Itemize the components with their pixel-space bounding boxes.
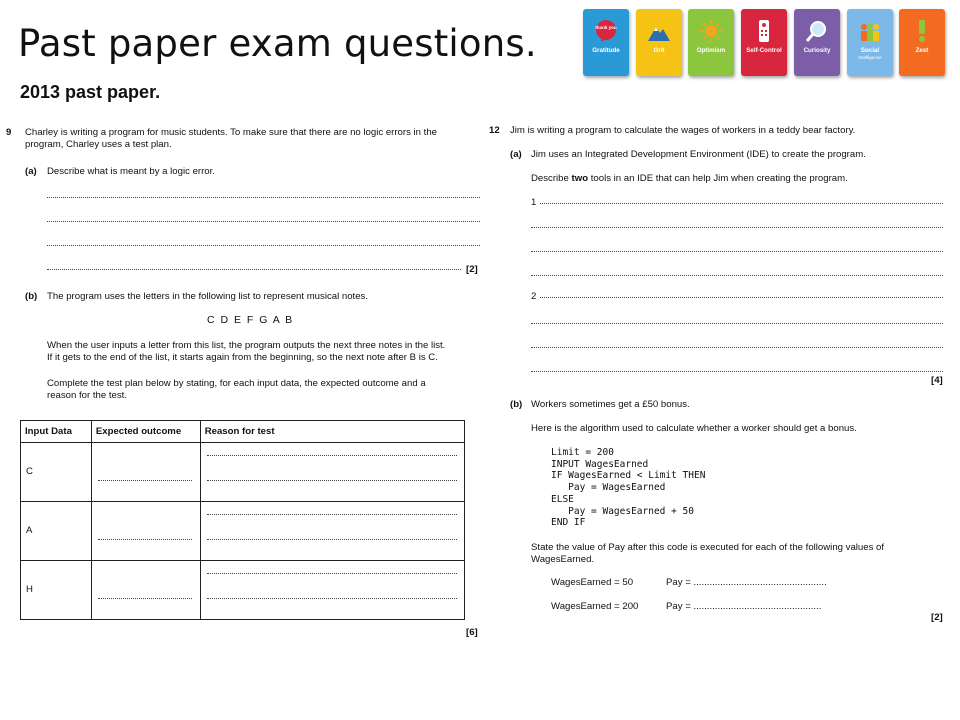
marks-label: [6] bbox=[466, 627, 478, 638]
card-curiosity bbox=[794, 9, 840, 76]
column-header: Reason for test bbox=[200, 421, 464, 443]
answer-line[interactable] bbox=[531, 227, 943, 228]
answer-line[interactable] bbox=[207, 480, 457, 481]
input-data-cell bbox=[21, 443, 92, 502]
answer-line[interactable] bbox=[207, 455, 457, 456]
instruction-emphasis: two bbox=[571, 173, 589, 184]
card-social-intelligence bbox=[847, 9, 893, 76]
column-header: Expected outcome bbox=[91, 421, 200, 443]
part-a-instruction bbox=[531, 173, 848, 185]
column-header: Input Data bbox=[21, 421, 92, 443]
magnifying-glass-icon bbox=[805, 19, 829, 43]
input-value: H bbox=[26, 584, 33, 595]
remote-control-icon bbox=[752, 19, 776, 43]
case-input: WagesEarned = 200 bbox=[551, 601, 639, 612]
expected-outcome-cell[interactable] bbox=[91, 502, 200, 561]
marks-label: [4] bbox=[931, 375, 943, 386]
part-label: (b) bbox=[510, 399, 523, 410]
card-label: Social bbox=[860, 47, 880, 54]
question-number: 12 bbox=[489, 125, 500, 136]
instruction-text: Describe bbox=[531, 173, 572, 184]
expected-outcome-cell[interactable] bbox=[91, 561, 200, 620]
table-row bbox=[21, 502, 465, 561]
thank-you-bubble-icon bbox=[594, 19, 618, 43]
answer-line[interactable] bbox=[47, 245, 480, 246]
part-b-text: Workers sometimes get a £50 bonus. bbox=[531, 399, 690, 410]
case-answer[interactable]: Pay = .................................................. bbox=[666, 577, 827, 588]
item-number: 2 bbox=[531, 291, 537, 302]
marks-label: [2] bbox=[466, 264, 478, 275]
answer-line[interactable] bbox=[540, 203, 943, 204]
answer-line[interactable] bbox=[531, 251, 943, 252]
card-gratitude bbox=[583, 9, 629, 76]
answer-line[interactable] bbox=[531, 371, 943, 372]
input-data-cell bbox=[21, 561, 92, 620]
algorithm-code: Limit = 200 INPUT WagesEarned IF WagesEarned < Limit THEN Pay = WagesEarned ELSE Pay = WagesEarned + 50 END IF bbox=[551, 447, 706, 529]
part-label: (a) bbox=[510, 149, 522, 160]
question-number: 9 bbox=[6, 127, 12, 138]
card-label: Optimism bbox=[696, 47, 726, 54]
marks-label: [2] bbox=[931, 612, 943, 623]
card-label: Self-Control bbox=[746, 47, 782, 54]
slide-title: Past paper exam questions. bbox=[18, 22, 537, 65]
input-value: C bbox=[26, 466, 33, 477]
reason-cell[interactable] bbox=[200, 502, 464, 561]
question-stem: Jim is writing a program to calculate the wages of workers in a teddy bear factory. bbox=[510, 125, 856, 136]
case-input: WagesEarned = 50 bbox=[551, 577, 634, 588]
part-label: (b) bbox=[25, 291, 38, 302]
case-answer[interactable]: Pay = ................................................ bbox=[666, 601, 822, 612]
answer-line[interactable] bbox=[47, 221, 480, 222]
reason-cell[interactable] bbox=[200, 561, 464, 620]
answer-line[interactable] bbox=[207, 539, 457, 540]
input-data-cell bbox=[21, 502, 92, 561]
answer-line[interactable] bbox=[98, 598, 192, 599]
table-row bbox=[21, 443, 465, 502]
card-sublabel: Intelligence bbox=[858, 55, 882, 60]
reason-cell[interactable] bbox=[200, 443, 464, 502]
table-row bbox=[21, 561, 465, 620]
answer-line[interactable] bbox=[531, 275, 943, 276]
answer-line[interactable] bbox=[47, 269, 461, 270]
answer-line[interactable] bbox=[98, 480, 192, 481]
sun-icon bbox=[699, 19, 723, 43]
part-b-instruction: WagesEarned. bbox=[531, 554, 595, 565]
test-plan-table bbox=[20, 420, 465, 620]
card-optimism bbox=[688, 9, 734, 76]
answer-line[interactable] bbox=[531, 347, 943, 348]
card-label: Gratitude bbox=[592, 47, 620, 54]
part-a-text: Jim uses an Integrated Development Environment (IDE) to create the program. bbox=[531, 149, 866, 160]
instruction-text: tools in an IDE that can help Jim when creating the program. bbox=[588, 173, 848, 184]
answer-line[interactable] bbox=[531, 323, 943, 324]
answer-line[interactable] bbox=[207, 598, 457, 599]
card-grit bbox=[636, 9, 682, 76]
exclamation-icon bbox=[910, 19, 934, 43]
question-stem-line: Charley is writing a program for music students. To make sure that there are no logic errors in the bbox=[25, 127, 438, 138]
card-self-control bbox=[741, 9, 787, 76]
part-b-paragraph: If it gets to the end of the list, it starts again from the beginning, so the next note after B is C. bbox=[47, 352, 438, 363]
part-a-text: Describe what is meant by a logic error. bbox=[47, 166, 215, 177]
answer-line[interactable] bbox=[47, 197, 480, 198]
answer-line[interactable] bbox=[98, 539, 192, 540]
table-header-row bbox=[21, 421, 465, 443]
part-b-paragraph: Complete the test plan below by stating, for each input data, the expected outcome and a bbox=[47, 378, 426, 389]
mountain-icon bbox=[647, 19, 671, 43]
part-b-paragraph: When the user inputs a letter from this list, the program outputs the next three notes in the list. bbox=[47, 340, 446, 351]
part-label: (a) bbox=[25, 166, 37, 177]
question-stem-line: program, Charley uses a test plan. bbox=[25, 139, 172, 150]
card-label: Grit bbox=[653, 47, 665, 54]
people-icon bbox=[858, 19, 882, 43]
thank-you-text: thank you bbox=[595, 25, 617, 30]
answer-line[interactable] bbox=[540, 297, 943, 298]
card-label: Zest bbox=[915, 47, 929, 54]
slide-subtitle: 2013 past paper. bbox=[20, 82, 161, 102]
musical-notes-list: C D E F G A B bbox=[207, 314, 294, 326]
part-b-paragraph: reason for the test. bbox=[47, 390, 127, 401]
card-label: Curiosity bbox=[803, 47, 831, 54]
answer-line[interactable] bbox=[207, 573, 457, 574]
expected-outcome-cell[interactable] bbox=[91, 443, 200, 502]
part-b-intro: Here is the algorithm used to calculate whether a worker should get a bonus. bbox=[531, 423, 857, 434]
part-b-text: The program uses the letters in the following list to represent musical notes. bbox=[47, 291, 369, 302]
answer-line[interactable] bbox=[207, 514, 457, 515]
part-b-instruction: State the value of Pay after this code is executed for each of the following values of bbox=[531, 542, 885, 553]
card-zest bbox=[899, 9, 945, 76]
item-number: 1 bbox=[531, 197, 537, 208]
character-cards bbox=[583, 9, 947, 77]
input-value: A bbox=[26, 525, 33, 536]
